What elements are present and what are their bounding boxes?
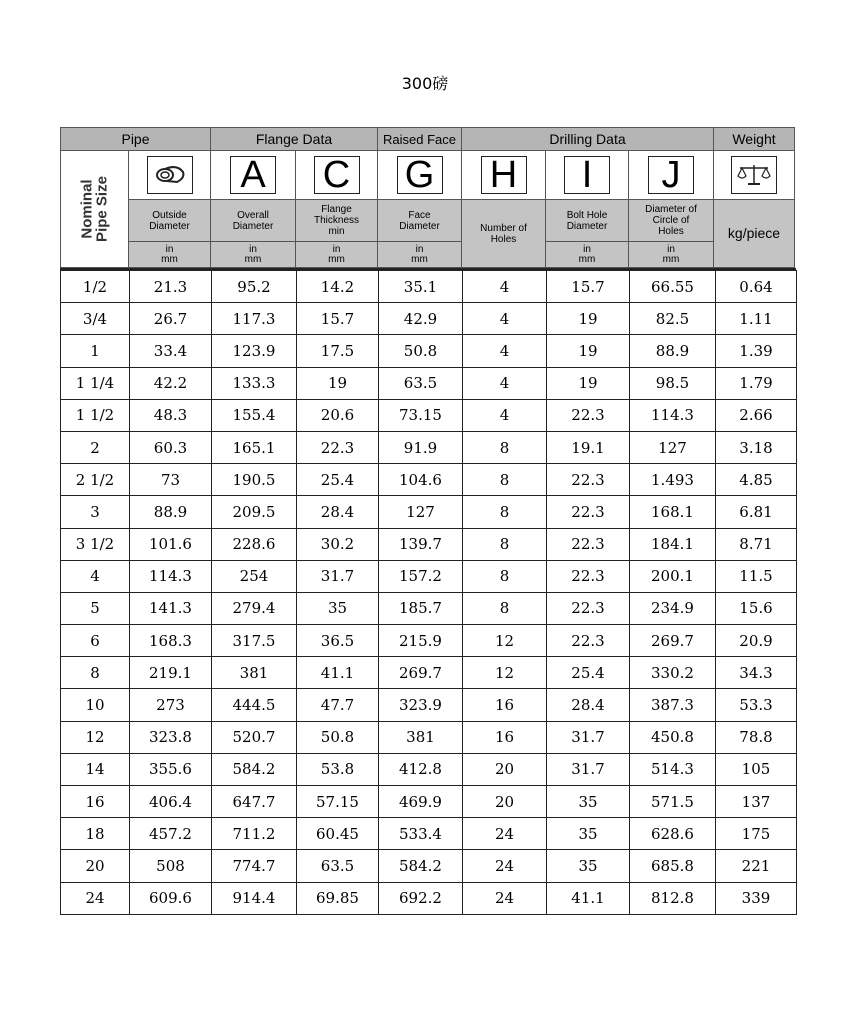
label-overall-diameter: Overall Diameter — [210, 199, 296, 242]
table-cell: 450.8 — [630, 721, 716, 753]
table-cell: 1 1/4 — [61, 367, 130, 399]
table-cell: 8 — [463, 496, 547, 528]
table-cell: 3.18 — [716, 431, 797, 463]
table-cell: 63.5 — [379, 367, 463, 399]
table-cell: 34.3 — [716, 657, 797, 689]
table-cell: 19.1 — [547, 431, 630, 463]
table-cell: 4.85 — [716, 464, 797, 496]
table-cell: 3 1/2 — [61, 528, 130, 560]
table-cell: 15.7 — [297, 303, 379, 335]
table-cell: 1 — [61, 335, 130, 367]
table-cell: 22.3 — [547, 592, 630, 624]
table-cell: 35 — [547, 850, 630, 882]
table-cell: 53.8 — [297, 753, 379, 785]
table-cell: 168.1 — [630, 496, 716, 528]
letter-c: C — [314, 156, 360, 194]
scale-icon-cell — [713, 150, 795, 200]
table-cell: 10 — [61, 689, 130, 721]
table-cell: 15.6 — [716, 592, 797, 624]
table-cell: 520.7 — [212, 721, 297, 753]
flange-data-table — [60, 270, 797, 915]
table-row — [61, 335, 797, 367]
unit-face: in mm — [377, 241, 462, 268]
table-cell: 339 — [716, 882, 797, 914]
table-row — [61, 464, 797, 496]
pipe-icon-cell — [128, 150, 211, 200]
table-cell: 1.39 — [716, 335, 797, 367]
table-cell: 221 — [716, 850, 797, 882]
table-cell: 444.5 — [212, 689, 297, 721]
table-cell: 5 — [61, 592, 130, 624]
table-cell: 50.8 — [297, 721, 379, 753]
table-cell: 57.15 — [297, 786, 379, 818]
table-cell: 8 — [463, 560, 547, 592]
nominal-pipe-size-label: Nominal Pipe Size — [60, 150, 129, 268]
table-cell: 692.2 — [379, 882, 463, 914]
table-cell: 628.6 — [630, 818, 716, 850]
table-cell: 24 — [463, 850, 547, 882]
table-cell: 104.6 — [379, 464, 463, 496]
table-cell: 95.2 — [212, 271, 297, 303]
group-flange-data: Flange Data — [210, 127, 378, 151]
label-bolt-hole-diameter: Bolt Hole Diameter — [545, 199, 629, 242]
table-cell: 141.3 — [130, 592, 212, 624]
table-cell: 78.8 — [716, 721, 797, 753]
table-cell: 22.3 — [297, 431, 379, 463]
table-cell: 8.71 — [716, 528, 797, 560]
letter-h: H — [481, 156, 527, 194]
table-cell: 2 1/2 — [61, 464, 130, 496]
table-cell: 209.5 — [212, 496, 297, 528]
table-cell: 508 — [130, 850, 212, 882]
unit-outside: in mm — [128, 241, 211, 268]
table-cell: 12 — [61, 721, 130, 753]
table-cell: 11.5 — [716, 560, 797, 592]
table-cell: 155.4 — [212, 399, 297, 431]
table-cell: 175 — [716, 818, 797, 850]
table-cell: 269.7 — [630, 625, 716, 657]
table-row — [61, 721, 797, 753]
table-cell: 184.1 — [630, 528, 716, 560]
table-cell: 18 — [61, 818, 130, 850]
table-cell: 381 — [212, 657, 297, 689]
table-cell: 8 — [463, 528, 547, 560]
table-cell: 41.1 — [547, 882, 630, 914]
table-cell: 1 1/2 — [61, 399, 130, 431]
table-cell: 24 — [463, 818, 547, 850]
table-cell: 1.493 — [630, 464, 716, 496]
table-cell: 8 — [463, 431, 547, 463]
table-cell: 0.64 — [716, 271, 797, 303]
table-cell: 215.9 — [379, 625, 463, 657]
table-cell: 24 — [463, 882, 547, 914]
table-cell: 16 — [463, 689, 547, 721]
table-cell: 812.8 — [630, 882, 716, 914]
table-cell: 41.1 — [297, 657, 379, 689]
table-cell: 66.55 — [630, 271, 716, 303]
letter-h-cell — [461, 150, 546, 200]
table-cell: 185.7 — [379, 592, 463, 624]
table-cell: 571.5 — [630, 786, 716, 818]
table-cell: 647.7 — [212, 786, 297, 818]
table-cell: 28.4 — [297, 496, 379, 528]
table-cell: 330.2 — [630, 657, 716, 689]
table-cell: 1/2 — [61, 271, 130, 303]
table-cell: 14.2 — [297, 271, 379, 303]
letter-j-cell — [628, 150, 714, 200]
table-cell: 47.7 — [297, 689, 379, 721]
table-cell: 4 — [463, 303, 547, 335]
table-cell: 387.3 — [630, 689, 716, 721]
table-cell: 42.9 — [379, 303, 463, 335]
table-cell: 254 — [212, 560, 297, 592]
unit-thickness: in mm — [295, 241, 378, 268]
table-cell: 234.9 — [630, 592, 716, 624]
table-cell: 88.9 — [130, 496, 212, 528]
letter-i: I — [564, 156, 610, 194]
table-cell: 168.3 — [130, 625, 212, 657]
table-cell: 4 — [61, 560, 130, 592]
table-cell: 355.6 — [130, 753, 212, 785]
table-cell: 127 — [630, 431, 716, 463]
table-cell: 774.7 — [212, 850, 297, 882]
table-cell: 323.9 — [379, 689, 463, 721]
table-cell: 60.45 — [297, 818, 379, 850]
table-row — [61, 399, 797, 431]
table-cell: 35 — [547, 786, 630, 818]
table-cell: 19 — [547, 335, 630, 367]
table-cell: 1.11 — [716, 303, 797, 335]
table-cell: 133.3 — [212, 367, 297, 399]
table-cell: 137 — [716, 786, 797, 818]
letter-g: G — [397, 156, 443, 194]
table-row — [61, 303, 797, 335]
table-cell: 21.3 — [130, 271, 212, 303]
table-cell: 457.2 — [130, 818, 212, 850]
letter-a: A — [230, 156, 276, 194]
table-cell: 16 — [463, 721, 547, 753]
table-cell: 914.4 — [212, 882, 297, 914]
table-cell: 514.3 — [630, 753, 716, 785]
table-cell: 73 — [130, 464, 212, 496]
label-face-diameter: Face Diameter — [377, 199, 462, 242]
table-cell: 22.3 — [547, 496, 630, 528]
table-cell: 685.8 — [630, 850, 716, 882]
table-cell: 25.4 — [297, 464, 379, 496]
table-cell: 101.6 — [130, 528, 212, 560]
table-cell: 114.3 — [130, 560, 212, 592]
unit-bolt: in mm — [545, 241, 629, 268]
table-cell: 269.7 — [379, 657, 463, 689]
table-cell: 412.8 — [379, 753, 463, 785]
group-raised-face: Raised Face — [377, 127, 462, 151]
unit-overall: in mm — [210, 241, 296, 268]
table-cell: 4 — [463, 399, 547, 431]
group-drilling-data: Drilling Data — [461, 127, 714, 151]
table-cell: 2.66 — [716, 399, 797, 431]
table-cell: 36.5 — [297, 625, 379, 657]
label-weight: kg/piece — [713, 199, 795, 268]
table-cell: 533.4 — [379, 818, 463, 850]
table-cell: 26.7 — [130, 303, 212, 335]
table-cell: 114.3 — [630, 399, 716, 431]
table-cell: 584.2 — [212, 753, 297, 785]
table-cell: 28.4 — [547, 689, 630, 721]
table-row — [61, 367, 797, 399]
table-cell: 127 — [379, 496, 463, 528]
label-circle-of-holes: Diameter of Circle of Holes — [628, 199, 714, 242]
table-cell: 22.3 — [547, 399, 630, 431]
table-cell: 30.2 — [297, 528, 379, 560]
table-cell: 165.1 — [212, 431, 297, 463]
table-row — [61, 592, 797, 624]
table-cell: 228.6 — [212, 528, 297, 560]
table-cell: 33.4 — [130, 335, 212, 367]
table-cell: 2 — [61, 431, 130, 463]
table-cell: 42.2 — [130, 367, 212, 399]
table-cell: 22.3 — [547, 528, 630, 560]
table-cell: 88.9 — [630, 335, 716, 367]
table-cell: 4 — [463, 335, 547, 367]
table-row — [61, 657, 797, 689]
label-number-of-holes: Number of Holes — [461, 199, 546, 268]
table-cell: 406.4 — [130, 786, 212, 818]
table-row — [61, 753, 797, 785]
table-cell: 123.9 — [212, 335, 297, 367]
table-cell: 8 — [61, 657, 130, 689]
table-cell: 31.7 — [547, 721, 630, 753]
table-cell: 200.1 — [630, 560, 716, 592]
table-cell: 98.5 — [630, 367, 716, 399]
table-cell: 469.9 — [379, 786, 463, 818]
letter-g-cell — [377, 150, 462, 200]
table-cell: 53.3 — [716, 689, 797, 721]
table-cell: 273 — [130, 689, 212, 721]
table-cell: 35.1 — [379, 271, 463, 303]
table-cell: 20 — [463, 753, 547, 785]
table-cell: 157.2 — [379, 560, 463, 592]
table-cell: 711.2 — [212, 818, 297, 850]
page-title: 300磅 — [401, 74, 449, 93]
unit-circle: in mm — [628, 241, 714, 268]
table-cell: 22.3 — [547, 625, 630, 657]
table-cell: 20 — [463, 786, 547, 818]
table-cell: 20 — [61, 850, 130, 882]
table-cell: 16 — [61, 786, 130, 818]
table-cell: 22.3 — [547, 464, 630, 496]
table-cell: 69.85 — [297, 882, 379, 914]
table-cell: 31.7 — [297, 560, 379, 592]
table-cell: 20.6 — [297, 399, 379, 431]
table-cell: 381 — [379, 721, 463, 753]
table-cell: 219.1 — [130, 657, 212, 689]
table-cell: 323.8 — [130, 721, 212, 753]
letter-j: J — [648, 156, 694, 194]
table-cell: 82.5 — [630, 303, 716, 335]
table-cell: 19 — [297, 367, 379, 399]
table-cell: 139.7 — [379, 528, 463, 560]
table-cell: 4 — [463, 367, 547, 399]
pipe-icon — [147, 156, 193, 194]
label-outside-diameter: Outside Diameter — [128, 199, 211, 242]
table-cell: 22.3 — [547, 560, 630, 592]
table-cell: 15.7 — [547, 271, 630, 303]
letter-c-cell — [295, 150, 378, 200]
group-weight: Weight — [713, 127, 795, 151]
table-header — [60, 127, 795, 268]
table-row — [61, 560, 797, 592]
table-cell: 117.3 — [212, 303, 297, 335]
table-cell: 4 — [463, 271, 547, 303]
table-cell: 73.15 — [379, 399, 463, 431]
table-cell: 25.4 — [547, 657, 630, 689]
table-cell: 17.5 — [297, 335, 379, 367]
table-row — [61, 431, 797, 463]
table-cell: 6 — [61, 625, 130, 657]
table-cell: 14 — [61, 753, 130, 785]
table-row — [61, 850, 797, 882]
table-cell: 3 — [61, 496, 130, 528]
table-cell: 8 — [463, 592, 547, 624]
label-flange-thickness: Flange Thickness min — [295, 199, 378, 242]
table-cell: 19 — [547, 303, 630, 335]
table-cell: 35 — [297, 592, 379, 624]
table-cell: 31.7 — [547, 753, 630, 785]
table-row — [61, 818, 797, 850]
table-row — [61, 496, 797, 528]
table-cell: 60.3 — [130, 431, 212, 463]
table-cell: 50.8 — [379, 335, 463, 367]
table-row — [61, 689, 797, 721]
table-cell: 1.79 — [716, 367, 797, 399]
group-pipe: Pipe — [60, 127, 211, 151]
table-row — [61, 271, 797, 303]
table-cell: 19 — [547, 367, 630, 399]
table-cell: 20.9 — [716, 625, 797, 657]
table-cell: 12 — [463, 625, 547, 657]
table-cell: 609.6 — [130, 882, 212, 914]
table-cell: 279.4 — [212, 592, 297, 624]
table-cell: 8 — [463, 464, 547, 496]
letter-a-cell — [210, 150, 296, 200]
table-cell: 24 — [61, 882, 130, 914]
table-cell: 35 — [547, 818, 630, 850]
table-cell: 12 — [463, 657, 547, 689]
table-cell: 63.5 — [297, 850, 379, 882]
table-row — [61, 882, 797, 914]
table-cell: 584.2 — [379, 850, 463, 882]
table-cell: 317.5 — [212, 625, 297, 657]
letter-i-cell — [545, 150, 629, 200]
table-cell: 105 — [716, 753, 797, 785]
table-cell: 91.9 — [379, 431, 463, 463]
table-cell: 190.5 — [212, 464, 297, 496]
table-cell: 6.81 — [716, 496, 797, 528]
table-cell: 48.3 — [130, 399, 212, 431]
table-cell: 3/4 — [61, 303, 130, 335]
table-row — [61, 786, 797, 818]
scale-icon — [731, 156, 777, 194]
table-row — [61, 625, 797, 657]
table-row — [61, 528, 797, 560]
